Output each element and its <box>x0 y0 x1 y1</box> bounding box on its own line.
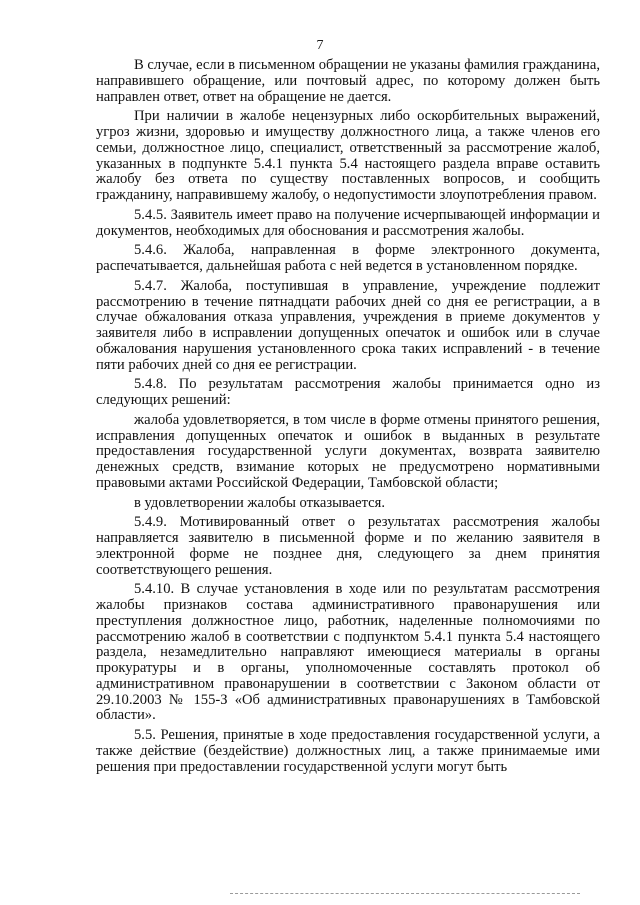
page-number: 7 <box>316 38 324 53</box>
footer-divider <box>230 893 580 894</box>
paragraph-5-4-10: 5.4.10. В случае установления в ходе или по результатам рассмотрения жалобы признаков состава административного правонарушения или преступления должностное лицо, работник, наделенные полномочиями по рассмотрению жалоб в соответствии с подпунктом 5.4.1 пункта 5.4 настоящего раздела, незамедлительно направляют имеющиеся материалы в органы прокуратуры и в органы, уполномоченные составлять протокол об административном правонарушении в соответствии с Законом области от 29.10.2003 № 155-З «Об административных правонарушениях в Тамбовской области». <box>96 581 600 724</box>
paragraph-5-4-6: 5.4.6. Жалоба, направленная в форме электронного документа, распечатывается, дальнейшая работа с ней ведется в установленном порядке. <box>96 242 600 274</box>
paragraph-no-address: В случае, если в письменном обращении не указаны фамилия гражданина, направившего обращение, или почтовый адрес, по которому должен быть направлен ответ, ответ на обращение не дается. <box>96 57 600 105</box>
decision-item-satisfied: жалоба удовлетворяется, в том числе в форме отмены принятого решения, исправления допущенных опечаток и ошибок в выданных в результате предоставления государственной услуги документах, возврата заявителю денежных средств, взимание которых не предусмотрено нормативными правовыми актами Российской Федерации, Тамбовской области; <box>96 411 600 491</box>
paragraph-5-4-5: 5.4.5. Заявитель имеет право на получение исчерпывающей информации и документов, необходимых для обоснования и рассмотрения жалобы. <box>96 206 600 239</box>
document-body <box>96 58 600 775</box>
paragraph-5-4-9: 5.4.9. Мотивированный ответ о результатах рассмотрения жалобы направляется заявителю в письменной форме и по желанию заявителя в электронной форме не позднее дня, следующего за днем принятия соответствующего решения. <box>96 514 600 578</box>
paragraph-5-4-7: 5.4.7. Жалоба, поступившая в управление, учреждение подлежит рассмотрению в течение пятнадцати рабочих дней со дня ее регистрации, а в случае обжалования отказа управления, учреждения в приеме документов у заявителя либо в исправлении допущенных опечаток и ошибок или в случае обжалования нарушения установленного срока таких исправлений - в течение пяти рабочих дней со дня ее регистрации. <box>96 277 600 373</box>
decision-item-refused: в удовлетворении жалобы отказывается. <box>134 494 386 511</box>
paragraph-5-5: 5.5. Решения, принятые в ходе предоставления государственной услуги, а также действие (бездействие) должностных лиц, а также принимаемые ими решения при предоставлении государственной услуги могут быть <box>96 727 600 775</box>
paragraph-5-4-8: 5.4.8. По результатам рассмотрения жалобы принимается одно из следующих решений: <box>96 376 600 408</box>
paragraph-offensive-language: При наличии в жалобе нецензурных либо оскорбительных выражений, угроз жизни, здоровью и имуществу должностного лица, а также членов его семьи, должностное лицо, специалист, ответственный за рассмотрение жалоб, указанных в подпункте 5.4.1 пункта 5.4 настоящего раздела вправе оставить жалобу без ответа по существу поставленных вопросов, и сообщить гражданину, направившему жалобу, о недопустимости злоупотребления правом. <box>96 108 600 203</box>
